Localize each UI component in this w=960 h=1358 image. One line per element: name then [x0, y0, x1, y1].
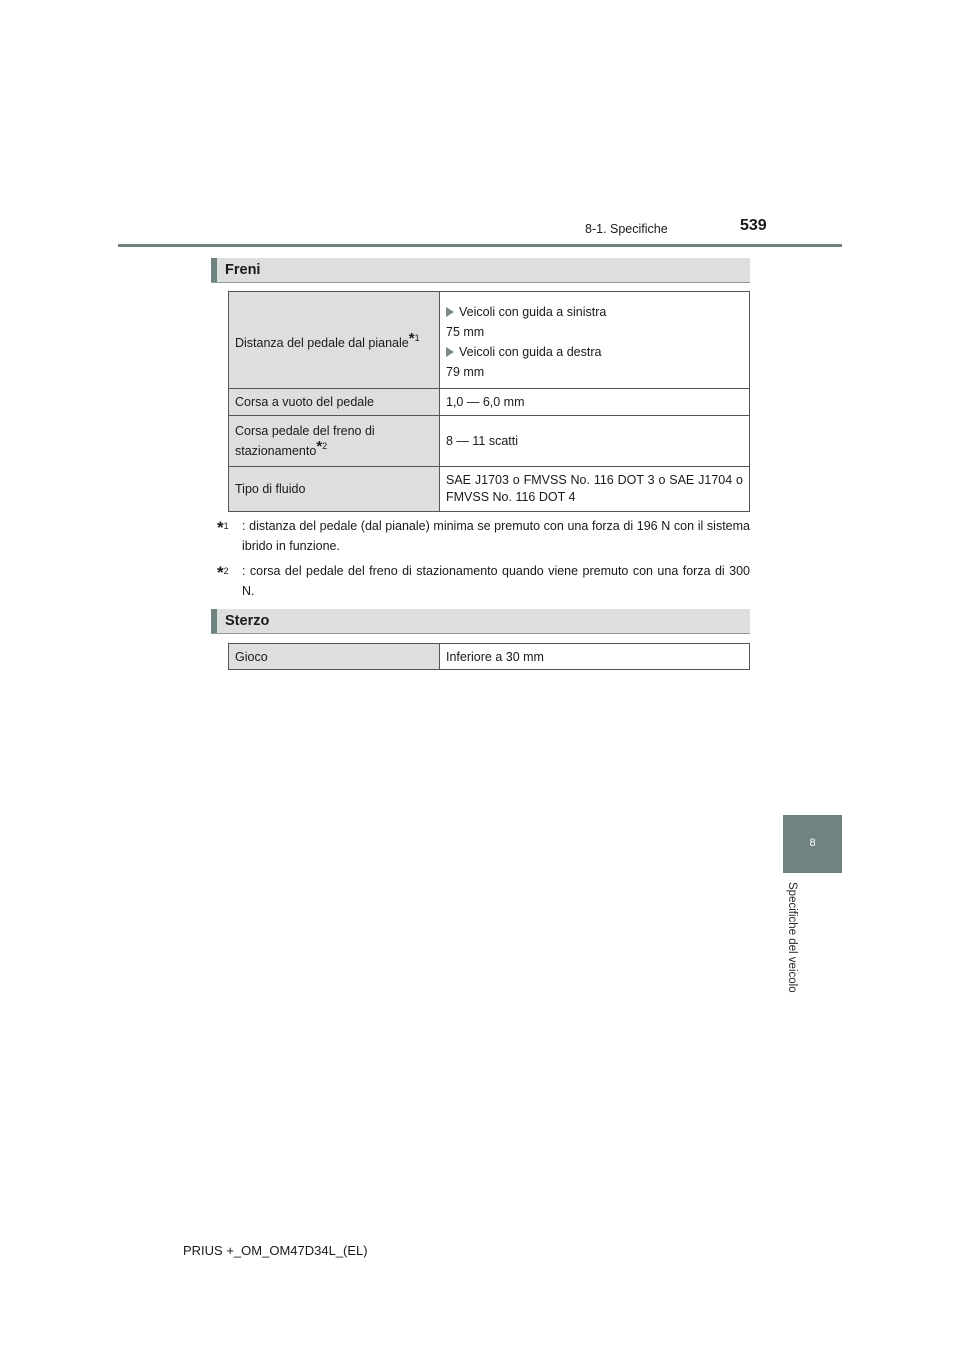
- table-row: [229, 389, 750, 416]
- table-label-cell: Tipo di fluido: [229, 467, 440, 512]
- variant-heading: [446, 305, 743, 319]
- document-code: PRIUS +_OM_OM47D34L_(EL): [183, 1243, 368, 1258]
- footnote: [217, 516, 750, 556]
- table-row: [229, 416, 750, 467]
- table-row: [229, 467, 750, 512]
- section-accent: [211, 609, 217, 633]
- footnote-star: *: [408, 330, 415, 347]
- triangle-right-icon: [446, 347, 454, 357]
- footnote-star: *: [316, 438, 323, 455]
- table-label-cell: Gioco: [229, 644, 440, 670]
- row-label: Distanza del pedale dal pianale: [235, 336, 409, 350]
- section-title-sterzo: Sterzo: [225, 613, 270, 629]
- table-row: [229, 644, 750, 670]
- section-title-freni: Freni: [225, 262, 261, 278]
- table-label-cell: Corsa a vuoto del pedale: [229, 389, 440, 416]
- table-value-cell: SAE J1703 o FMVSS No. 116 DOT 3 o SAE J1704 o FMVSS No. 116 DOT 4: [440, 467, 750, 512]
- variant-value: 75 mm: [446, 324, 485, 339]
- section-heading-freni: [211, 258, 750, 283]
- chapter-label: Specifiche del veicolo: [786, 882, 798, 993]
- brake-spec-table: [228, 291, 750, 512]
- table-value-cell: Inferiore a 30 mm: [440, 644, 750, 670]
- variant-heading-text: Veicoli con guida a destra: [459, 344, 602, 359]
- triangle-right-icon: [446, 307, 454, 317]
- table-value-cell: 8 — 11 scatti: [440, 416, 750, 467]
- chapter-number: 8: [809, 837, 816, 849]
- table-label-cell: [229, 292, 440, 389]
- footnote-marker: *$^1$: [217, 518, 229, 537]
- chapter-tab: [783, 815, 842, 873]
- footnote: [217, 561, 750, 601]
- footnote-ref: 1: [414, 333, 420, 343]
- steering-spec-table: [228, 643, 750, 670]
- footnote-text: : distanza del pedale (dal pianale) minima se premuto con una forza di 196 N con il sistema ibrido in funzione.: [242, 519, 750, 553]
- page-number: 539: [740, 217, 767, 234]
- footnote-marker: *$^2$: [217, 563, 229, 582]
- row-label: Corsa pedale del freno di stazionamento: [235, 424, 375, 458]
- table-value-cell: 1,0 — 6,0 mm: [440, 389, 750, 416]
- variant-heading: [446, 345, 743, 359]
- section-title: 8-1. Specifiche: [585, 222, 668, 236]
- variant-value: 79 mm: [446, 364, 485, 379]
- header-rule: [118, 244, 842, 247]
- table-value-cell: [440, 292, 750, 389]
- section-heading-sterzo: [211, 609, 750, 634]
- table-row: [229, 292, 750, 389]
- section-accent: [211, 258, 217, 282]
- footnote-text: : corsa del pedale del freno di stazionamento quando viene premuto con una forza di 300 N.: [242, 564, 750, 598]
- variant-heading-text: Veicoli con guida a sinistra: [459, 304, 607, 319]
- footnote-ref: 2: [322, 441, 328, 451]
- table-label-cell: [229, 416, 440, 467]
